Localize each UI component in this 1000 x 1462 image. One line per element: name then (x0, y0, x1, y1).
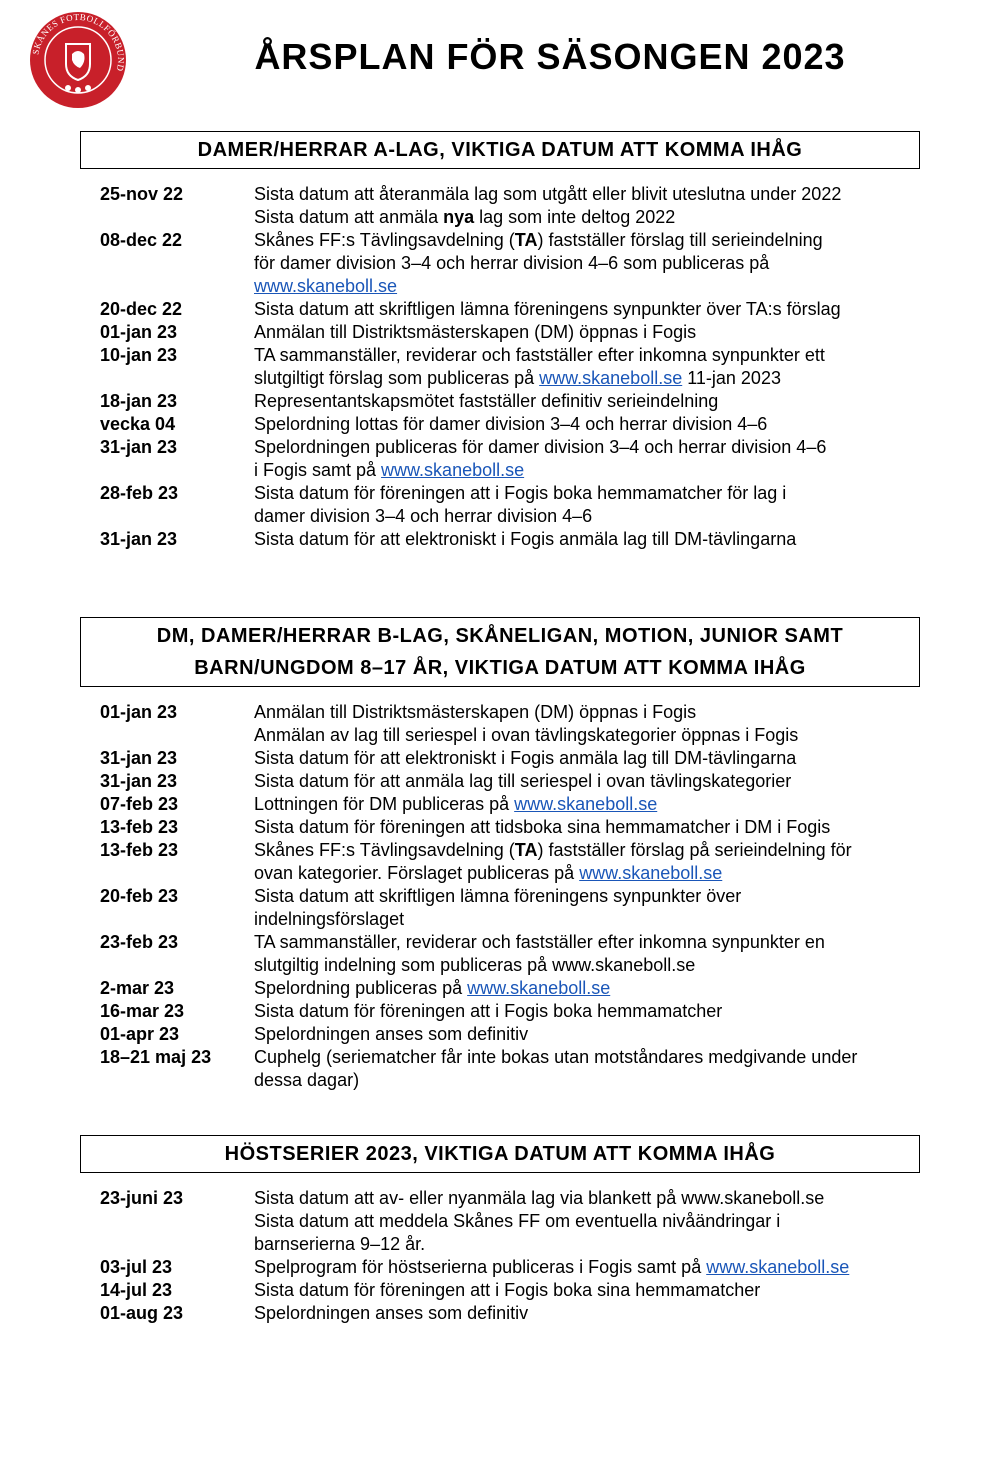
description-line (254, 1210, 920, 1233)
date-description (254, 413, 920, 436)
date-description (254, 885, 920, 931)
text-segment: slutgiltigt förslag som publiceras på (254, 368, 540, 388)
date-row (80, 1046, 920, 1092)
date-list (80, 1187, 920, 1325)
description-line (254, 1069, 920, 1092)
date-description (254, 229, 920, 298)
date-label: vecka 04 (100, 414, 176, 434)
date-description (254, 839, 920, 885)
text-segment: 11-jan 2023 (682, 368, 781, 388)
text-segment: damer division 3–4 och herrar division 4–6 (254, 506, 593, 526)
date-label: 18–21 maj 23 (100, 1047, 212, 1067)
text-segment: i Fogis samt på (254, 460, 382, 480)
description-line (254, 252, 920, 275)
date-description (254, 770, 920, 793)
text-segment: Anmälan till Distriktsmästerskapen (DM) öppnas i Fogis (254, 322, 697, 342)
text-segment: ) fastställer förslag till serieindelning (537, 230, 823, 250)
description-line (254, 1000, 920, 1023)
date-row (80, 816, 920, 839)
description-line (254, 206, 920, 229)
skaneboll-link[interactable]: www.skaneboll.se (514, 794, 658, 814)
text-segment: Sista datum att återanmäla lag som utgått eller blivit uteslutna under 2022 (254, 184, 842, 204)
text-segment: slutgiltig indelning som publiceras på www.skaneboll.se (254, 955, 696, 975)
skaneboll-link[interactable]: www.skaneboll.se (706, 1257, 850, 1277)
date-label: 20-feb 23 (100, 886, 179, 906)
description-line (254, 885, 920, 908)
section-hostserier (80, 1135, 920, 1325)
text-segment: Spelordning publiceras på (254, 978, 468, 998)
date-description (254, 793, 920, 816)
section-heading (80, 131, 920, 169)
date-description (254, 321, 920, 344)
text-segment: ovan kategorier. Förslaget publiceras på (254, 863, 580, 883)
date-row (80, 482, 920, 528)
date-description (254, 528, 920, 551)
description-line (254, 459, 920, 482)
date-row (80, 344, 920, 390)
logo (28, 10, 128, 110)
description-line (254, 482, 920, 505)
date-row (80, 1256, 920, 1279)
emphasis-text: nya (443, 207, 475, 227)
description-line (254, 908, 920, 931)
description-line (254, 275, 920, 298)
date-description (254, 390, 920, 413)
text-segment: Lottningen för DM publiceras på (254, 794, 515, 814)
date-row (80, 1302, 920, 1325)
date-row (80, 1000, 920, 1023)
date-description (254, 1187, 920, 1256)
text-segment: Representantskapsmötet fastställer definitiv serieindelning (254, 391, 719, 411)
date-row (80, 770, 920, 793)
date-row (80, 413, 920, 436)
text-segment: TA sammanställer, reviderar och fastställer efter inkomna synpunkter ett (254, 345, 825, 365)
date-description (254, 183, 920, 229)
description-line (254, 229, 920, 252)
description-line (254, 977, 920, 1000)
text-segment: indelningsförslaget (254, 909, 405, 929)
date-label: 01-apr 23 (100, 1024, 180, 1044)
date-label: 10-jan 23 (100, 345, 178, 365)
date-label: 07-feb 23 (100, 794, 179, 814)
description-line (254, 1233, 920, 1256)
logo-text: SKÅNES FOTBOLLFÖRBUND (30, 11, 127, 73)
description-line (254, 390, 920, 413)
description-line (254, 862, 920, 885)
text-segment: Sista datum för föreningen att i Fogis boka hemmamatcher för lag i (254, 483, 787, 503)
date-row (80, 931, 920, 977)
text-segment: för damer division 3–4 och herrar division 4–6 som publiceras på (254, 253, 770, 273)
section-heading-line: DM, DAMER/HERRAR B-LAG, SKÅNELIGAN, MOTION, JUNIOR SAMT (156, 625, 844, 647)
date-list (80, 183, 920, 551)
date-label: 23-juni 23 (100, 1188, 184, 1208)
date-description (254, 1256, 920, 1279)
date-row (80, 1187, 920, 1256)
date-description (254, 1000, 920, 1023)
date-label: 23-feb 23 (100, 932, 179, 952)
date-label: 13-feb 23 (100, 817, 179, 837)
skaneboll-link[interactable]: www.skaneboll.se (467, 978, 611, 998)
description-line (254, 344, 920, 367)
text-segment: Sista datum att skriftligen lämna föreningens synpunkter över (254, 886, 742, 906)
text-segment: Spelordningen publiceras för damer division 3–4 och herrar division 4–6 (254, 437, 827, 457)
description-line (254, 436, 920, 459)
description-line (254, 1302, 920, 1325)
date-description (254, 436, 920, 482)
date-label: 18-jan 23 (100, 391, 178, 411)
text-segment: Spelprogram för höstserierna publiceras i Fogis samt på (254, 1257, 707, 1277)
description-line (254, 528, 920, 551)
date-row (80, 298, 920, 321)
description-line (254, 747, 920, 770)
emphasis-text: TA (514, 840, 538, 860)
date-row (80, 793, 920, 816)
description-line (254, 954, 920, 977)
section-b-lag-dm (80, 617, 920, 1092)
date-label: 28-feb 23 (100, 483, 179, 503)
text-segment: Skånes FF:s Tävlingsavdelning ( (254, 840, 515, 860)
section-heading-line: DAMER/HERRAR A-LAG, VIKTIGA DATUM ATT KOMMA IHÅG (197, 139, 803, 161)
date-row (80, 701, 920, 747)
date-row (80, 1279, 920, 1302)
date-label: 31-jan 23 (100, 437, 178, 457)
skaneboll-link[interactable]: www.skaneboll.se (539, 368, 683, 388)
text-segment: Spelordning lottas för damer division 3–4 och herrar division 4–6 (254, 414, 768, 434)
date-label: 13-feb 23 (100, 840, 179, 860)
date-label: 31-jan 23 (100, 748, 178, 768)
description-line (254, 298, 920, 321)
text-segment: Sista datum för föreningen att i Fogis boka sina hemmamatcher (254, 1280, 761, 1300)
date-row (80, 183, 920, 229)
date-row (80, 390, 920, 413)
skaneboll-link[interactable]: www.skaneboll.se (579, 863, 723, 883)
date-description (254, 1023, 920, 1046)
date-label: 01-jan 23 (100, 702, 178, 722)
description-line (254, 1256, 920, 1279)
description-line (254, 1187, 920, 1210)
section-heading-line: BARN/UNGDOM 8–17 ÅR, VIKTIGA DATUM ATT KOMMA IHÅG (194, 657, 806, 679)
text-segment: Sista datum att meddela Skånes FF om eventuella nivåändringar i (254, 1211, 781, 1231)
date-row (80, 1023, 920, 1046)
description-line (254, 839, 920, 862)
date-description (254, 977, 920, 1000)
date-label: 2-mar 23 (100, 978, 175, 998)
section-heading (80, 617, 920, 687)
description-line (254, 701, 920, 724)
text-segment: Skånes FF:s Tävlingsavdelning ( (254, 230, 515, 250)
description-line (254, 183, 920, 206)
date-description (254, 701, 920, 747)
date-description (254, 747, 920, 770)
date-list (80, 701, 920, 1092)
text-segment: dessa dagar) (254, 1070, 360, 1090)
text-segment: Sista datum för att elektroniskt i Fogis anmäla lag till DM-tävlingarna (254, 529, 797, 549)
date-description (254, 816, 920, 839)
text-segment: Anmälan till Distriktsmästerskapen (DM) öppnas i Fogis (254, 702, 697, 722)
date-row (80, 436, 920, 482)
description-line (254, 367, 920, 390)
date-label: 25-nov 22 (100, 184, 184, 204)
description-line (254, 1023, 920, 1046)
date-row (80, 885, 920, 931)
text-segment: Sista datum att skriftligen lämna föreningens synpunkter över TA:s förslag (254, 299, 841, 319)
date-label: 01-aug 23 (100, 1303, 184, 1323)
text-segment: Sista datum för föreningen att i Fogis boka hemmamatcher (254, 1001, 723, 1021)
date-label: 31-jan 23 (100, 771, 178, 791)
date-label: 31-jan 23 (100, 529, 178, 549)
section-a-lag (80, 131, 920, 551)
description-line (254, 770, 920, 793)
skaneboll-link[interactable]: www.skaneboll.se (254, 276, 398, 296)
date-description (254, 1302, 920, 1325)
emphasis-text: TA (514, 230, 538, 250)
date-description (254, 482, 920, 528)
text-segment: lag som inte deltog 2022 (474, 207, 676, 227)
date-label: 03-jul 23 (100, 1257, 173, 1277)
description-line (254, 321, 920, 344)
date-row (80, 321, 920, 344)
description-line (254, 413, 920, 436)
text-segment: Spelordningen anses som definitiv (254, 1024, 529, 1044)
text-segment: Anmälan av lag till seriespel i ovan tävlingskategorier öppnas i Fogis (254, 725, 799, 745)
description-line (254, 816, 920, 839)
text-segment: Sista datum att av- eller nyanmäla lag via blankett på www.skaneboll.se (254, 1188, 825, 1208)
date-description (254, 931, 920, 977)
text-segment: TA sammanställer, reviderar och fastställer efter inkomna synpunkter en (254, 932, 825, 952)
date-description (254, 344, 920, 390)
description-line (254, 931, 920, 954)
description-line (254, 724, 920, 747)
text-segment: Sista datum för att elektroniskt i Fogis anmäla lag till DM-tävlingarna (254, 748, 797, 768)
page-title: ÅRSPLAN FÖR SÄSONGEN 2023 (254, 36, 846, 77)
skaneboll-link[interactable]: www.skaneboll.se (381, 460, 525, 480)
text-segment: Cuphelg (seriematcher får inte bokas utan motståndares medgivande under (254, 1047, 858, 1067)
section-heading (80, 1135, 920, 1173)
text-segment: Sista datum för föreningen att tidsboka sina hemmamatcher i DM i Fogis (254, 817, 831, 837)
description-line (254, 1046, 920, 1069)
date-row (80, 528, 920, 551)
lion-crest-icon (28, 10, 128, 110)
date-label: 01-jan 23 (100, 322, 178, 342)
date-row (80, 839, 920, 885)
date-row (80, 747, 920, 770)
date-description (254, 1046, 920, 1092)
description-line (254, 505, 920, 528)
date-label: 20-dec 22 (100, 299, 183, 319)
date-row (80, 977, 920, 1000)
text-segment: barnserierna 9–12 år. (254, 1234, 426, 1254)
date-description (254, 1279, 920, 1302)
text-segment: ) fastställer förslag på serieindelning för (537, 840, 852, 860)
description-line (254, 793, 920, 816)
section-heading-line: HÖSTSERIER 2023, VIKTIGA DATUM ATT KOMMA IHÅG (224, 1143, 776, 1165)
date-label: 16-mar 23 (100, 1001, 185, 1021)
description-line (254, 1279, 920, 1302)
text-segment: Spelordningen anses som definitiv (254, 1303, 529, 1323)
date-row (80, 229, 920, 298)
date-label: 08-dec 22 (100, 230, 183, 250)
date-label: 14-jul 23 (100, 1280, 173, 1300)
text-segment: Sista datum för att anmäla lag till seriespel i ovan tävlingskategorier (254, 771, 792, 791)
text-segment: Sista datum att anmäla (254, 207, 444, 227)
date-description (254, 298, 920, 321)
